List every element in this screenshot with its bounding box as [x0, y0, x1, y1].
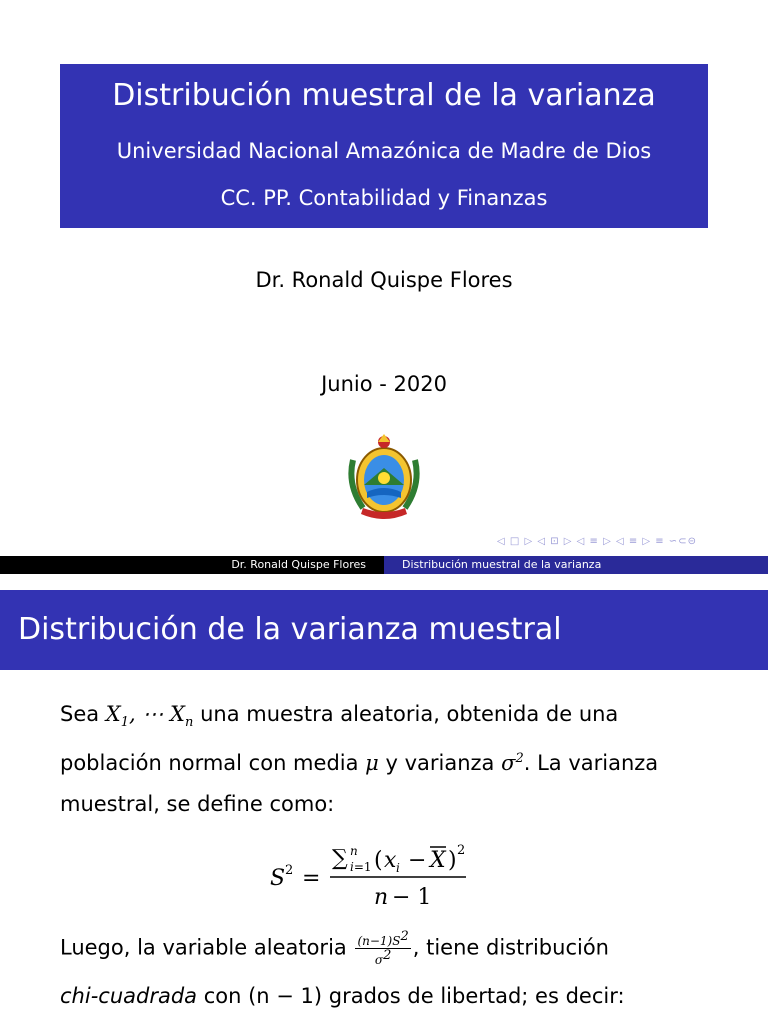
- text-degrees-freedom: con (n − 1) grados de libertad; es decir:: [197, 984, 625, 1008]
- frame-title: Distribución de la varianza muestral: [18, 612, 562, 647]
- text-y-varianza: y varianza: [378, 751, 502, 775]
- text-definition: muestral, se define como:: [60, 792, 335, 816]
- text-population: población normal con media: [60, 751, 366, 775]
- sigma-squared: $\sigma^2$: [501, 751, 524, 775]
- sample-variance-formula: [270, 838, 510, 910]
- beamer-navigation-symbols[interactable]: ◁ □ ▷ ◁ ⊡ ▷ ◁ ≡ ▷ ◁ ≡ ▷ ≡ ∽⊂⊝: [497, 536, 697, 547]
- title-block: [60, 64, 708, 228]
- svg-text:− 1: − 1: [392, 885, 432, 910]
- frame-title-bar: [0, 590, 768, 670]
- svg-text:): ): [448, 848, 457, 873]
- text-sea: Sea: [60, 702, 106, 726]
- svg-text:(: (: [374, 848, 383, 873]
- svg-text:n: n: [374, 885, 389, 910]
- paragraph-line-2: [60, 745, 700, 777]
- svg-text:n: n: [350, 844, 358, 858]
- author-name: Dr. Ronald Quispe Flores: [255, 268, 513, 292]
- svg-text:i: i: [396, 861, 400, 875]
- svg-text:2: 2: [285, 863, 294, 878]
- text-la-varianza: . La varianza: [523, 751, 659, 775]
- footer-title-text: Distribución muestral de la varianza: [402, 558, 602, 571]
- svg-text:−: −: [408, 848, 427, 873]
- institution-subtitle: Universidad Nacional Amazónica de Madre de Dios: [116, 139, 652, 163]
- svg-text:2: 2: [457, 843, 466, 858]
- program-subtitle: CC. PP. Contabilidad y Finanzas: [220, 186, 548, 210]
- text-chi-cuadrada: chi-cuadrada: [60, 984, 198, 1008]
- svg-text:S: S: [270, 866, 286, 891]
- sample-variables: $X_1$, ⋯ $X_n$: [105, 702, 194, 731]
- mu-symbol: μ: [365, 751, 379, 775]
- svg-text:X: X: [430, 848, 446, 873]
- chi-statistic-fraction: $\frac{(n-1)S^2}{\sigma^2}$: [357, 929, 409, 967]
- presentation-date: Junio - 2020: [321, 372, 447, 396]
- svg-text:i=1: i=1: [350, 860, 372, 874]
- university-seal-logo: [345, 430, 423, 524]
- text-luego: Luego, la variable aleatoria: [60, 935, 354, 960]
- svg-text:=: =: [302, 866, 321, 891]
- presentation-title: Distribución muestral de la varianza: [112, 78, 656, 113]
- slide-footer: [0, 556, 768, 574]
- paragraph-line-3: [60, 790, 700, 818]
- paragraph-line-5: [60, 982, 700, 1010]
- svg-text:x: x: [384, 848, 397, 873]
- paragraph-line-1: [60, 700, 700, 737]
- text-sample-desc: una muestra aleatoria, obtenida de una: [200, 702, 619, 726]
- footer-title: [384, 556, 768, 574]
- text-tiene-distribucion: , tiene distribución: [412, 935, 609, 960]
- svg-text:∑: ∑: [332, 846, 348, 871]
- footer-author: [0, 556, 384, 574]
- footer-author-text: Dr. Ronald Quispe Flores: [231, 558, 366, 571]
- paragraph-line-4: [60, 930, 700, 967]
